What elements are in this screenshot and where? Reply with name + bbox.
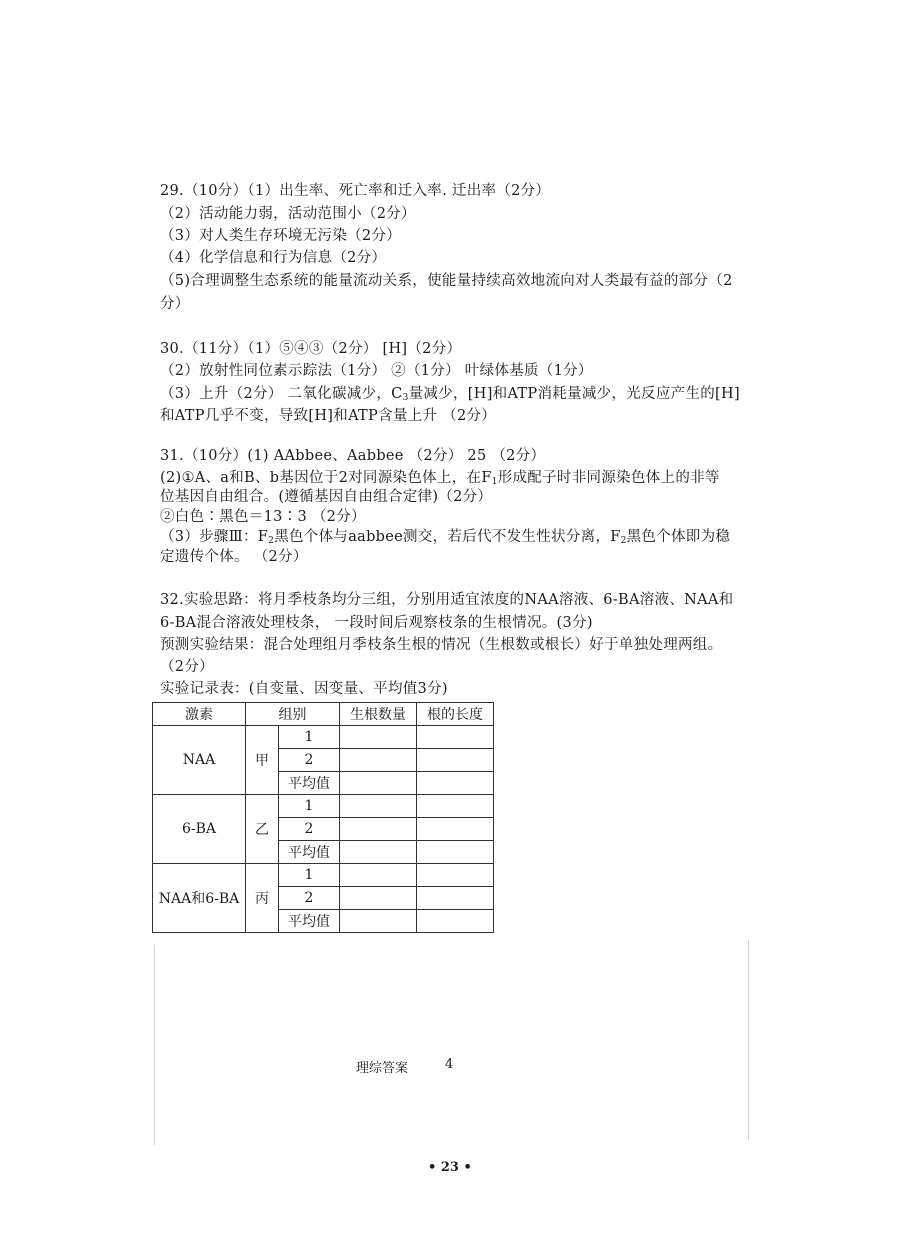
table-row <box>153 864 494 887</box>
group-cell: 甲 <box>246 726 279 795</box>
header-root-count: 生根数量 <box>340 703 417 726</box>
q31-line-6: 定遗传个体。 （2分） <box>160 549 308 565</box>
header-root-length: 根的长度 <box>417 703 494 726</box>
empty-cell <box>417 749 494 772</box>
header-group: 组别 <box>246 703 340 726</box>
empty-cell <box>417 841 494 864</box>
empty-cell <box>340 887 417 910</box>
empty-cell <box>417 818 494 841</box>
q29-line-1: 29.（10分）（1）出生率、死亡率和迁入率. 迁出率（2分） <box>160 183 551 199</box>
q31-line-2b: 形成配子时非同源染色体上的非等 <box>497 470 720 486</box>
empty-cell <box>417 864 494 887</box>
row-label: 2 <box>279 749 340 772</box>
q32-line-2: 6-BA混合溶液处理枝条， 一段时间后观察枝条的生根情况。(3分) <box>160 615 593 631</box>
q32-line-4: （2分） <box>160 659 214 675</box>
q31-line-5c: 黑色个体即为稳 <box>626 529 731 545</box>
q30-line-3 <box>160 384 740 408</box>
q30-line-1: 30.（11分）（1）⑤④③（2分） [H]（2分） <box>160 341 462 357</box>
empty-cell <box>340 726 417 749</box>
footer-title: 理综答案 <box>356 1061 409 1076</box>
table-row <box>153 726 494 749</box>
q29-line-2: （2）活动能力弱，活动范围小（2分） <box>160 206 416 222</box>
q31-line-5b: 黑色个体与aabbee测交，若后代不发生性状分离，F <box>274 529 621 545</box>
empty-cell <box>340 818 417 841</box>
row-label: 2 <box>279 818 340 841</box>
row-label: 平均值 <box>279 910 340 933</box>
empty-cell <box>417 795 494 818</box>
q31-sub-2: 2 <box>268 536 275 546</box>
q30-line-2: （2）放射性同位素示踪法（1分） ②（1分） 叶绿体基质（1分） <box>160 363 593 379</box>
group-cell: 乙 <box>246 795 279 864</box>
q29-line-3: （3）对人类生存环境无污染（2分） <box>160 228 402 244</box>
group-cell: 丙 <box>246 864 279 933</box>
empty-cell <box>417 910 494 933</box>
table-row <box>153 795 494 818</box>
q32-line-3: 预测实验结果：混合处理组月季枝条生根的情况（生根数或根长）好于单独处理两组。 <box>160 637 723 653</box>
q29-line-6: 分） <box>160 296 190 312</box>
q30-line-4: 和ATP几乎不变，导致[H]和ATP含量上升 （2分） <box>160 408 497 424</box>
empty-cell <box>417 887 494 910</box>
q32-line-1: 32.实验思路：将月季枝条均分三组，分别用适宜浓度的NAA溶液、6-BA溶液、NAA和 <box>160 592 734 608</box>
q30-line-3b: 量减少，[H]和ATP消耗量减少，光反应产生的[H] <box>408 386 740 402</box>
scan-line-left <box>154 945 155 1145</box>
row-label: 2 <box>279 887 340 910</box>
row-label: 1 <box>279 795 340 818</box>
scan-line-right <box>748 940 749 1140</box>
empty-cell <box>340 864 417 887</box>
q31-line-2a: (2)①A、a和B、b基因位于2对同源染色体上，在F <box>160 470 492 486</box>
q31-line-1: 31.（10分）(1) AAbbee、Aabbee （2分） 25 （2分） <box>160 448 546 464</box>
header-hormone: 激素 <box>153 703 246 726</box>
q32-line-5: 实验记录表：(自变量、因变量、平均值3分) <box>160 681 448 697</box>
row-label: 1 <box>279 726 340 749</box>
empty-cell <box>340 772 417 795</box>
empty-cell <box>340 910 417 933</box>
q30-line-3a: （3）上升（2分） 二氧化碳减少，C <box>160 386 403 402</box>
table-header-row <box>153 703 494 726</box>
hormone-cell: NAA <box>153 726 246 795</box>
empty-cell <box>340 795 417 818</box>
q31-sub-1: 1 <box>491 477 498 487</box>
q31-line-4: ②白色∶黑色＝13∶3 （2分） <box>160 509 366 525</box>
q31-line-5a: （3）步骤Ⅲ：F <box>160 529 269 545</box>
q31-line-3: 位基因自由组合。(遵循基因自由组合定律)（2分） <box>160 489 493 505</box>
empty-cell <box>417 772 494 795</box>
empty-cell <box>340 841 417 864</box>
q31-sub-3: 2 <box>620 536 627 546</box>
hormone-cell: NAA和6-BA <box>153 864 246 933</box>
q29-line-5: （5)合理调整生态系统的能量流动关系，使能量持续高效地流向对人类最有益的部分（2 <box>160 273 733 289</box>
row-label: 平均值 <box>279 841 340 864</box>
q30-sub: 3 <box>402 393 409 403</box>
row-label: 平均值 <box>279 772 340 795</box>
empty-cell <box>340 749 417 772</box>
record-table <box>152 702 494 933</box>
page-number: • 23 • <box>428 1160 472 1175</box>
hormone-cell: 6-BA <box>153 795 246 864</box>
row-label: 1 <box>279 864 340 887</box>
empty-cell <box>417 726 494 749</box>
q29-line-4: （4）化学信息和行为信息（2分） <box>160 250 387 266</box>
footer-number: 4 <box>445 1057 454 1072</box>
